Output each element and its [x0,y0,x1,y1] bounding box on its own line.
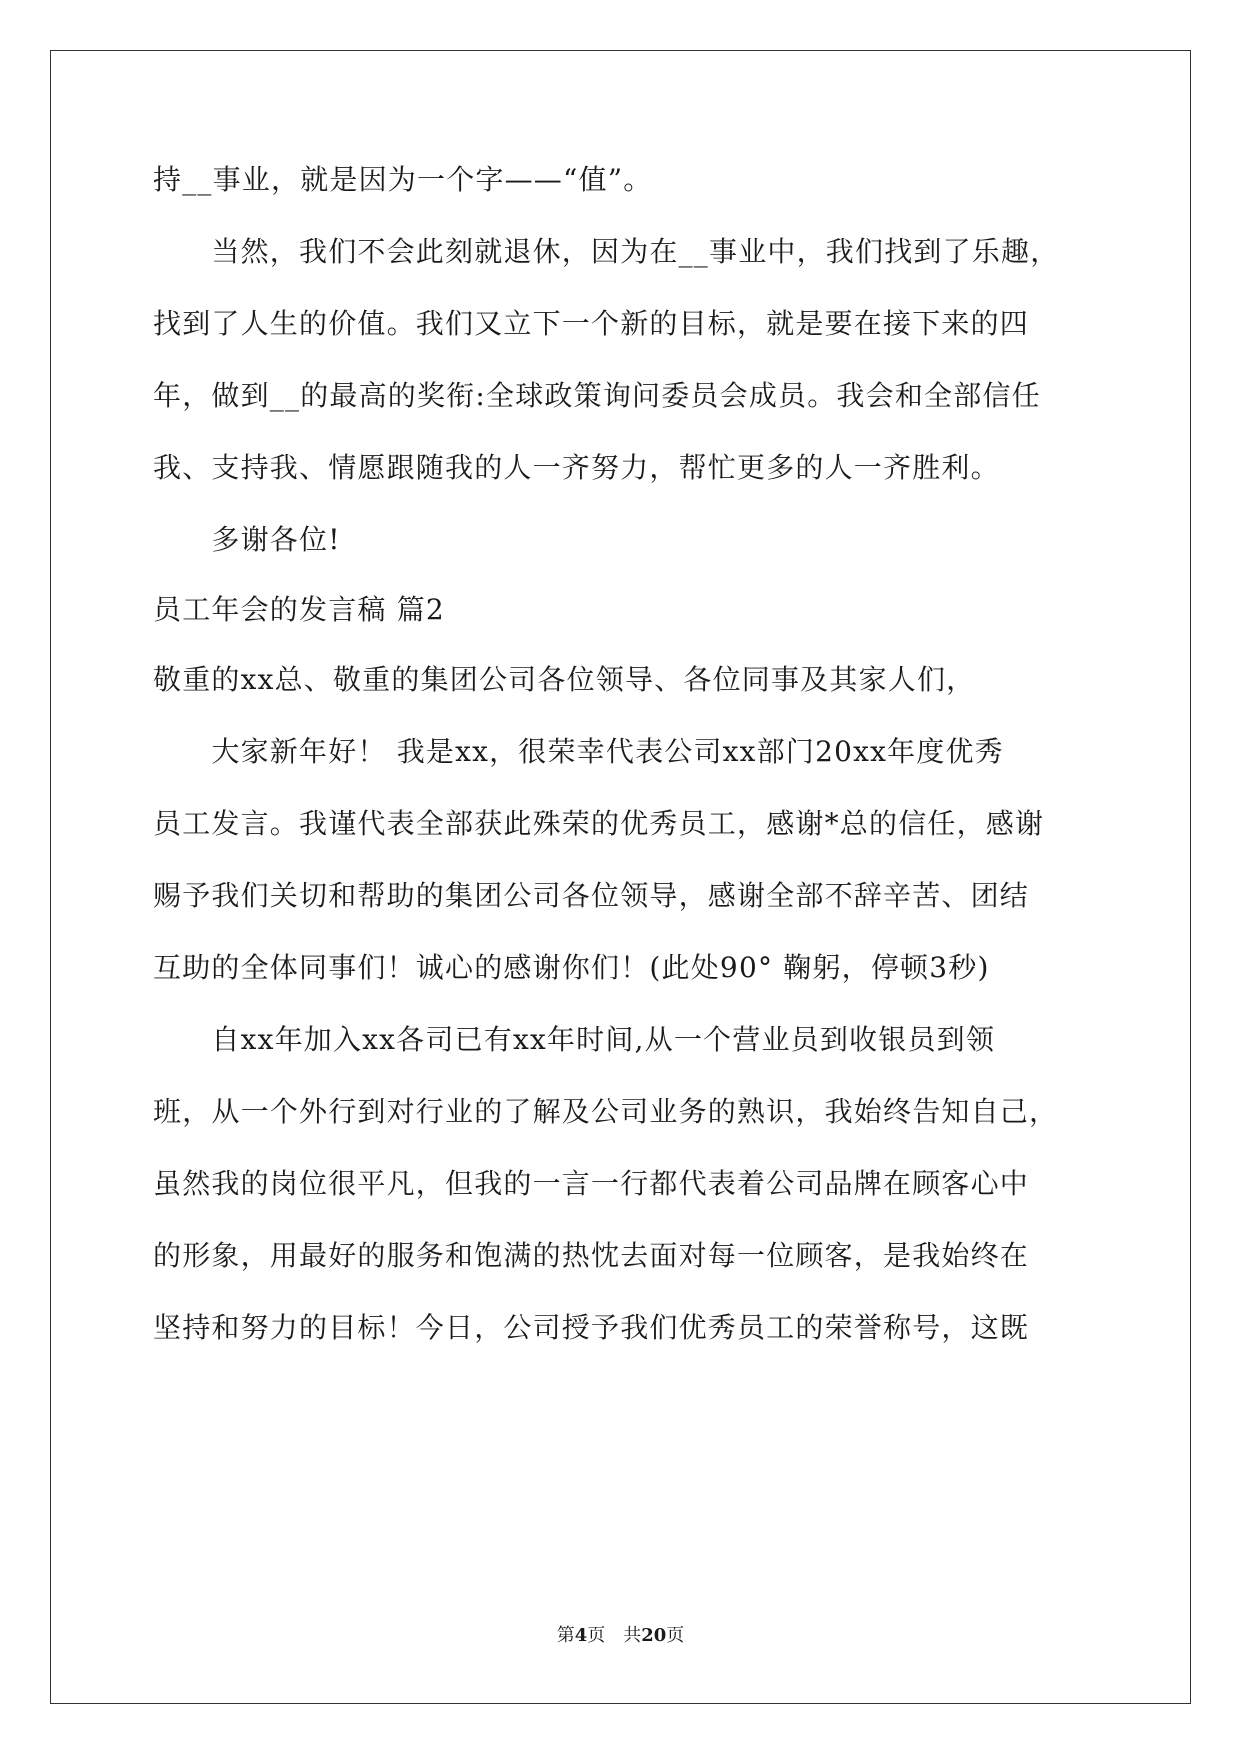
text-line: 年，做到__的最高的奖衔:全球政策询问委员会成员。我会和全部信任 [153,379,1041,412]
text-line: 找到了人生的价值。我们又立下一个新的目标，就是要在接下来的四 [153,307,1030,340]
text-line: 赐予我们关切和帮助的集团公司各位领导，感谢全部不辞辛苦、团结 [153,879,1030,912]
text-line: 虽然我的岗位很平凡，但我的一言一行都代表着公司品牌在顾客心中 [153,1167,1030,1200]
text-line: 坚持和努力的目标！今日，公司授予我们优秀员工的荣誉称号，这既 [153,1311,1030,1344]
page-suffix: 页 [587,1625,606,1646]
text-line: 自xx年加入xx各司已有xx年时间,从一个营业员到收银员到领 [153,1023,996,1056]
text-line: 持__事业，就是因为一个字——“值”。 [153,163,653,196]
section-heading: 员工年会的发言稿 篇2 [153,593,445,626]
page-footer [0,1624,1241,1648]
text-line: 敬重的xx总、敬重的集团公司各位领导、各位同事及其家人们， [153,663,976,696]
text-line: 多谢各位! [153,523,341,556]
total-pages: 20 [641,1625,667,1646]
text-line: 的形象，用最好的服务和饱满的热忱去面对每一位顾客，是我始终在 [153,1239,1030,1272]
page-prefix: 第 [556,1625,575,1646]
text-line: 员工发言。我谨代表全部获此殊荣的优秀员工，感谢*总的信任，感谢 [153,807,1045,840]
text-line: 大家新年好！ 我是xx，很荣幸代表公司xx部门20xx年度优秀 [153,735,1004,768]
text-line: 互助的全体同事们！诚心的感谢你们！(此处90° 鞠躬，停顿3秒) [153,951,990,984]
total-suffix: 页 [666,1625,685,1646]
page-number: 4 [574,1625,588,1646]
total-prefix: 共 [623,1625,642,1646]
text-line: 当然，我们不会此刻就退休，因为在__事业中，我们找到了乐趣， [153,235,1060,268]
text-line: 我、支持我、情愿跟随我的人一齐努力，帮忙更多的人一齐胜利。 [153,451,1000,484]
text-line: 班，从一个外行到对行业的了解及公司业务的熟识，我始终告知自己， [153,1095,1059,1128]
